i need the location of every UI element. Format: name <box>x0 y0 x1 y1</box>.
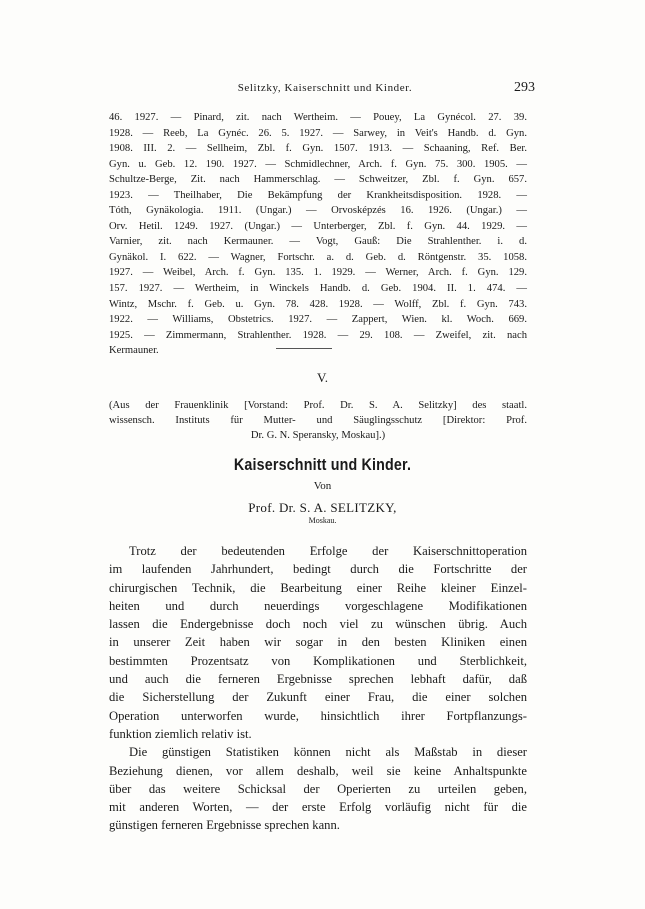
running-header <box>115 82 535 98</box>
reference-line: 1908. III. 2. — Sellheim, Zbl. f. Gyn. 1507. 1913. — Schaaning, Ref. Ber. <box>109 143 527 155</box>
byline: Von <box>313 480 332 492</box>
body-line: chirurgischen Technik, die Bearbeitung einer Reihe kleiner Einzel- <box>109 580 527 595</box>
article-body <box>109 542 527 835</box>
body-line: Die günstigen Statistiken können nicht als Maßstab in dieser <box>129 745 527 760</box>
reference-line: Gyn. u. Geb. 12. 190. 1927. — Schmidlechner, Arch. f. Gyn. 75. 300. 1905. — <box>109 158 527 170</box>
body-line: günstigen ferneren Ergebnisse sprechen kann. <box>109 818 340 833</box>
reference-line: 46. 1927. — Pinard, zit. nach Wertheim. — Pouey, La Gynécol. 27. 39. <box>109 112 527 123</box>
body-line: in unserer Zeit haben wir sogar in den besten Kliniken einen <box>109 635 527 650</box>
body-line: lassen die Endergebnisse doch noch viel zu wünschen übrig. Auch <box>109 617 527 632</box>
article-title: Kaiserschnitt und Kinder. <box>233 455 412 474</box>
section-divider <box>276 348 332 349</box>
affiliation-line: Dr. G. N. Speransky, Moskau].) <box>250 429 386 441</box>
reference-line: 1927. — Weibel, Arch. f. Gyn. 135. 1. 1929. — Werner, Arch. f. Gyn. 129. <box>109 267 527 279</box>
affiliation-note <box>109 399 527 443</box>
body-line: mit anderen Worten, — der erste Erfolg vorläufig nicht für die <box>109 800 527 815</box>
reference-line: 1922. — Williams, Obstetrics. 1927. — Zappert, Wien. kl. Woch. 669. <box>109 314 527 326</box>
body-line: bestimmten Prozentsatz von Komplikationen und Sterblichkeit, <box>109 653 527 668</box>
body-line: heiten und durch neuerdings vorgeschlagene Modifikationen <box>109 598 527 613</box>
body-line: und auch die ferneren Ergebnisse sprechen lebhaft dafür, daß <box>109 672 527 687</box>
author-city: Moskau. <box>308 516 337 525</box>
reference-line: Tóth, Gynäkologia. 1911. (Ungar.) — Orvosképzés 16. 1926. (Ungar.) — <box>109 205 527 217</box>
reference-line: Wintz, Mschr. f. Geb. u. Gyn. 78. 428. 1928. — Wolff, Zbl. f. Gyn. 743. <box>109 298 527 310</box>
affiliation-line: (Aus der Frauenklinik [Vorstand: Prof. Dr. S. A. Selitzky] des staatl. <box>109 400 527 411</box>
reference-line: 1925. — Zimmermann, Strahlenther. 1928. — 29. 108. — Zweifel, zit. nach <box>109 329 527 341</box>
page-number: 293 <box>514 80 535 95</box>
body-line: im laufenden Jahrhundert, bedingt durch die Fortschritte der <box>109 562 527 577</box>
running-title: Selitzky, Kaiserschnitt und Kinder. <box>237 82 413 94</box>
reference-line: Gynäkol. I. 622. — Wagner, Fortschr. a. d. Geb. d. Röntgenstr. 35. 1058. <box>109 251 527 263</box>
reference-line: Schultze-Berge, Zit. nach Hammerschlag. — Schweitzer, Zbl. f. Gyn. 657. <box>109 174 527 186</box>
section-number: V. <box>317 370 328 385</box>
body-line: Operation unterworfen wurde, hinsichtlich ihrer Fortpflanzungs- <box>109 708 527 723</box>
reference-line: Orv. Hetil. 1249. 1927. (Ungar.) — Unterberger, Zbl. f. Gyn. 44. 1929. — <box>109 220 527 232</box>
body-line: funktion ziemlich relativ ist. <box>109 726 252 741</box>
reference-line: 157. 1927. — Wertheim, in Winckels Handb. d. Geb. 1904. II. 1. 474. — <box>109 283 527 295</box>
body-line: die Sicherstellung der Zukunft einer Frau, die einer solchen <box>109 690 527 705</box>
body-line: Beziehung dienen, vor allem deshalb, weil sie keine Anhaltspunkte <box>109 763 527 778</box>
reference-line: Kermauner. <box>109 345 159 357</box>
reference-line: 1923. — Theilhaber, Die Bekämpfung der Krankheitsdisposition. 1928. — <box>109 189 527 201</box>
reference-line: 1928. — Reeb, La Gynéc. 26. 5. 1927. — Sarwey, in Veit's Handb. d. Gyn. <box>109 127 527 139</box>
body-line: über das weitere Schicksal der Operierten zu urteilen geben, <box>109 781 527 796</box>
body-line: Trotz der bedeutenden Erfolge der Kaiserschnittoperation <box>129 544 527 558</box>
reference-line: Varnier, zit. nach Kermauner. — Vogt, Gauß: Die Strahlenther. i. d. <box>109 236 527 248</box>
affiliation-line: wissensch. Instituts für Mutter- und Säuglingsschutz [Direktor: Prof. <box>109 414 527 426</box>
author-name: Prof. Dr. S. A. SELITZKY, <box>248 500 397 515</box>
reference-list <box>109 110 527 359</box>
